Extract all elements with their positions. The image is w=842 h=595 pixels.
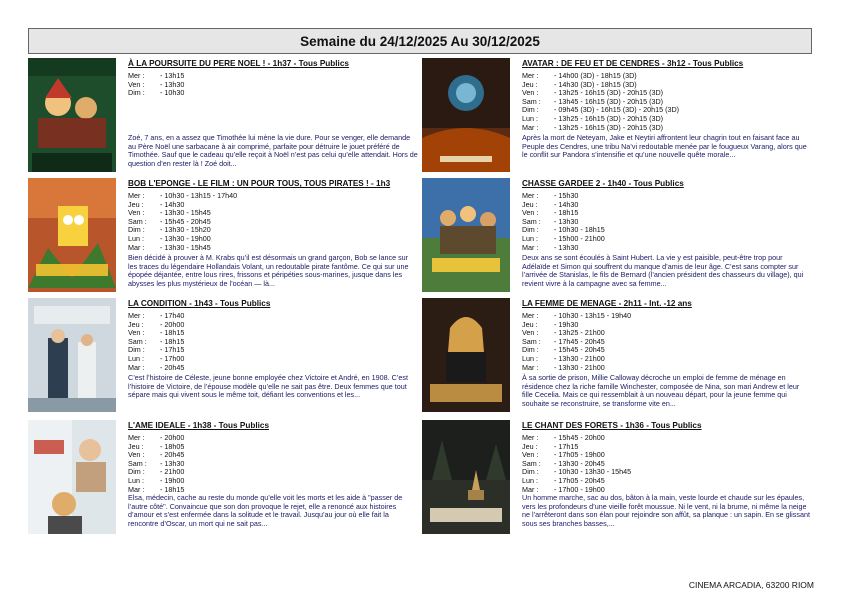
showtime-row: Lun : - 17h00 <box>128 353 185 363</box>
showtime-row: Ven : - 13h25 - 21h00 <box>522 328 605 338</box>
movie-synopsis: Un homme marche, sac au dos, bâton à la main, veste lourde et chaude sur les épaules, vers les profondeurs d’une vieille forêt moussue. Ni le vent, ni la brume, ni même la neige ne l’arrêteront dans son élan pour rejoindre son affût, sa planque : un sapin. En se glissant sous ses branches basses,... <box>522 493 810 528</box>
showtime-row: Dim : - 09h45 (3D) - 16h15 (3D) - 20h15 (3D) <box>522 105 680 115</box>
showtime-row: Mar : - 20h45 <box>128 362 185 372</box>
showtime-row: Lun : - 13h30 - 21h00 <box>522 353 605 363</box>
movie-poster-pere-noel[interactable] <box>28 58 116 172</box>
showtime-row: Jeu : - 17h15 <box>522 441 579 451</box>
movie-card-bob-eponge <box>28 178 418 296</box>
showtime-row: Ven : - 13h30 - 15h45 <box>128 208 211 218</box>
showtime-row: Jeu : - 20h00 <box>128 319 185 329</box>
showtime-row: Mer : - 17h40 <box>128 311 185 320</box>
movie-poster-bob-eponge[interactable] <box>28 178 116 292</box>
showtime-row: Mer : - 14h00 (3D) - 18h15 (3D) <box>522 71 637 80</box>
movie-synopsis: Elsa, médecin, cache au reste du monde qu’elle voit les morts et les aide à "passer de l’autre côté". Convaincue que son don provoque le rejet, elle a renoncé aux histoires d’amour et s’est enfermée dans la solitude et le travail. Jusqu’au jour où elle fait la rencontre d’Oscar, un mort qui ne sait pas... <box>128 493 403 528</box>
movie-poster-la-condition[interactable] <box>28 298 116 412</box>
showtime-row: Jeu : - 18h05 <box>128 441 185 451</box>
showtimes <box>522 72 812 132</box>
showtime-row: Lun : - 19h00 <box>128 475 185 485</box>
showtime-row: Mar : - 13h30 - 15h45 <box>128 242 211 252</box>
movie-card-chasse-gardee <box>422 178 812 296</box>
movie-card-pere-noel <box>28 58 418 176</box>
showtime-row: Mar : - 18h15 <box>128 484 185 494</box>
week-header <box>28 28 812 54</box>
showtimes <box>522 312 812 372</box>
showtime-row: Ven : - 13h25 - 16h15 (3D) - 20h15 (3D) <box>522 88 664 98</box>
showtimes <box>128 434 418 494</box>
showtime-row: Jeu : - 14h30 (3D) - 18h15 (3D) <box>522 79 637 89</box>
movie-synopsis: Bien décidé à prouver à M. Krabs qu’il est désormais un grand garçon, Bob se lance sur les traces du légendaire Hollandais Volant, un redoutable pirate fantôme. Ce qui sur une épopée déjantée, entre lous rires, frissons et péripéties sous-marines, jusque dans les abysses les plus mystérieux de l’océan — là... <box>128 253 409 288</box>
showtime-row: Dim : - 15h45 - 20h45 <box>522 345 605 355</box>
showtime-row: Jeu : - 14h30 <box>522 199 579 209</box>
showtime-row: Lun : - 13h30 - 19h00 <box>128 233 211 243</box>
showtime-row: Lun : - 17h05 - 20h45 <box>522 475 605 485</box>
showtime-row: Mer : - 13h15 <box>128 71 185 80</box>
showtime-row: Sam : - 13h30 - 20h45 <box>522 458 605 468</box>
movie-synopsis: À sa sortie de prison, Millie Calloway décroche un emploi de femme de ménage en résidence chez la riche famille Winchester, composée de Nina, son mari Andrew et leur fille Cecelia. Mais ce qui ressemblait à un nouveau départ, pour la jeune femme qui souhaite se reconstruire, se transforme vite en... <box>522 373 800 408</box>
movie-title[interactable]: À LA POURSUITE DU PERE NOEL ! - 1h37 - Tous Publics <box>128 59 349 68</box>
showtime-row: Sam : - 13h45 - 16h15 (3D) - 20h15 (3D) <box>522 96 664 106</box>
movie-card-femme-de-menage <box>422 298 812 416</box>
movie-title[interactable]: CHASSE GARDEE 2 - 1h40 - Tous Publics <box>522 179 684 188</box>
showtime-row: Mer : - 15h30 <box>522 191 579 200</box>
movie-card-avatar <box>422 58 812 176</box>
showtime-row: Sam : - 18h15 <box>128 336 185 346</box>
showtime-row: Sam : - 17h45 - 20h45 <box>522 336 605 346</box>
movie-card-la-condition <box>28 298 418 416</box>
movie-title[interactable]: LA CONDITION - 1h43 - Tous Publics <box>128 299 271 308</box>
showtime-row: Ven : - 18h15 <box>128 328 185 338</box>
showtime-row: Dim : - 10h30 - 18h15 <box>522 225 605 235</box>
movie-poster-femme-de-menage[interactable] <box>422 298 510 412</box>
showtime-row: Mer : - 10h30 - 13h15 - 19h40 <box>522 311 632 320</box>
movie-poster-chant-des-forets[interactable] <box>422 420 510 534</box>
showtime-row: Sam : - 15h45 - 20h45 <box>128 216 211 226</box>
showtime-row: Dim : - 13h30 - 15h20 <box>128 225 211 235</box>
showtime-row: Ven : - 17h05 - 19h00 <box>522 450 605 460</box>
movie-synopsis: Deux ans se sont écoulés à Saint Hubert. La vie y est paisible, peut-être trop pour Adélaïde et Simon qui souffrent du manque d’amis de leur âge. C’est sans compter sur l’arrivée de Stanislas, le fils de Bernard (l’ancien président des chasseurs du village), qui revient vivre à la campagne avec sa femme... <box>522 253 804 288</box>
showtime-row: Mer : - 20h00 <box>128 433 185 442</box>
movie-title[interactable]: BOB L'EPONGE - LE FILM : UN POUR TOUS, TOUS PIRATES ! - 1h3 <box>128 179 391 188</box>
movie-synopsis: Zoé, 7 ans, en a assez que Timothée lui mène la vie dure. Pour se venger, elle demande au Père Noël une sarbacane à air comprimé, parfaite pour détruire le jouet préféré de Timothée. Sauf que le cadeau qu’elle reçoit à Noël n’est pas celui qu’elle attendait. Hors de question d’en rester là ! Zoé doit... <box>128 133 418 168</box>
movie-title[interactable]: L'AME IDEALE - 1h38 - Tous Publics <box>128 421 269 430</box>
showtimes <box>128 312 418 372</box>
showtimes <box>128 72 418 98</box>
movie-title[interactable]: LE CHANT DES FORETS - 1h36 - Tous Publics <box>522 421 702 430</box>
showtime-row: Mer : - 15h45 - 20h00 <box>522 433 605 442</box>
showtime-row: Mar : - 17h00 - 19h00 <box>522 484 605 494</box>
showtime-row: Dim : - 17h15 <box>128 345 185 355</box>
movie-card-ame-ideale <box>28 420 418 538</box>
showtime-row: Mer : - 10h30 - 13h15 - 17h40 <box>128 191 238 200</box>
showtime-row: Mar : - 13h25 - 16h15 (3D) - 20h15 (3D) <box>522 122 664 132</box>
showtime-row: Mar : - 13h30 - 21h00 <box>522 362 605 372</box>
showtime-row: Ven : - 18h15 <box>522 208 579 218</box>
movie-card-chant-des-forets <box>422 420 812 538</box>
cinema-footer: CINEMA ARCADIA, 63200 RIOM <box>688 580 814 590</box>
showtime-row: Mar : - 13h30 <box>522 242 579 252</box>
movie-poster-ame-ideale[interactable] <box>28 420 116 534</box>
showtime-row: Jeu : - 19h30 <box>522 319 579 329</box>
page-title: Semaine du 24/12/2025 Au 30/12/2025 <box>300 33 540 49</box>
movie-title[interactable]: AVATAR : DE FEU ET DE CENDRES - 3h12 - Tous Publics <box>522 59 744 68</box>
showtimes <box>128 192 418 252</box>
movie-title[interactable]: LA FEMME DE MENAGE - 2h11 - Int. -12 ans <box>522 299 692 308</box>
showtimes <box>522 434 812 494</box>
showtime-row: Dim : - 10h30 <box>128 88 185 98</box>
movie-poster-chasse-gardee[interactable] <box>422 178 510 292</box>
showtime-row: Dim : - 21h00 <box>128 467 185 477</box>
movie-synopsis: C’est l’histoire de Céleste, jeune bonne employée chez Victoire et André, en 1908. C’est l’histoire de Victoire, de l’épouse modèle qu’elle ne sait pas être. Deux femmes que tout sépare mais qui vivent sous le même toit, défiant les conventions et les... <box>128 373 408 400</box>
movie-poster-avatar[interactable] <box>422 58 510 172</box>
movie-synopsis: Après la mort de Neteyam, Jake et Neytiri affrontent leur chagrin tout en faisant face au Peuple des Cendres, une tribu Na’vi redoutable menée par le fougueux Varang, alors que le conflit sur Pandora s’intensifie et qu’une nouvelle quête morale... <box>522 133 807 160</box>
showtime-row: Sam : - 13h30 <box>522 216 579 226</box>
showtime-row: Sam : - 13h30 <box>128 458 185 468</box>
showtime-row: Lun : - 13h25 - 16h15 (3D) - 20h15 (3D) <box>522 113 664 123</box>
showtimes <box>522 192 812 252</box>
showtime-row: Lun : - 15h00 - 21h00 <box>522 233 605 243</box>
showtime-row: Ven : - 20h45 <box>128 450 185 460</box>
showtime-row: Jeu : - 14h30 <box>128 199 185 209</box>
showtime-row: Dim : - 10h30 - 13h30 - 15h45 <box>522 467 632 477</box>
showtime-row: Ven : - 13h30 <box>128 79 185 89</box>
